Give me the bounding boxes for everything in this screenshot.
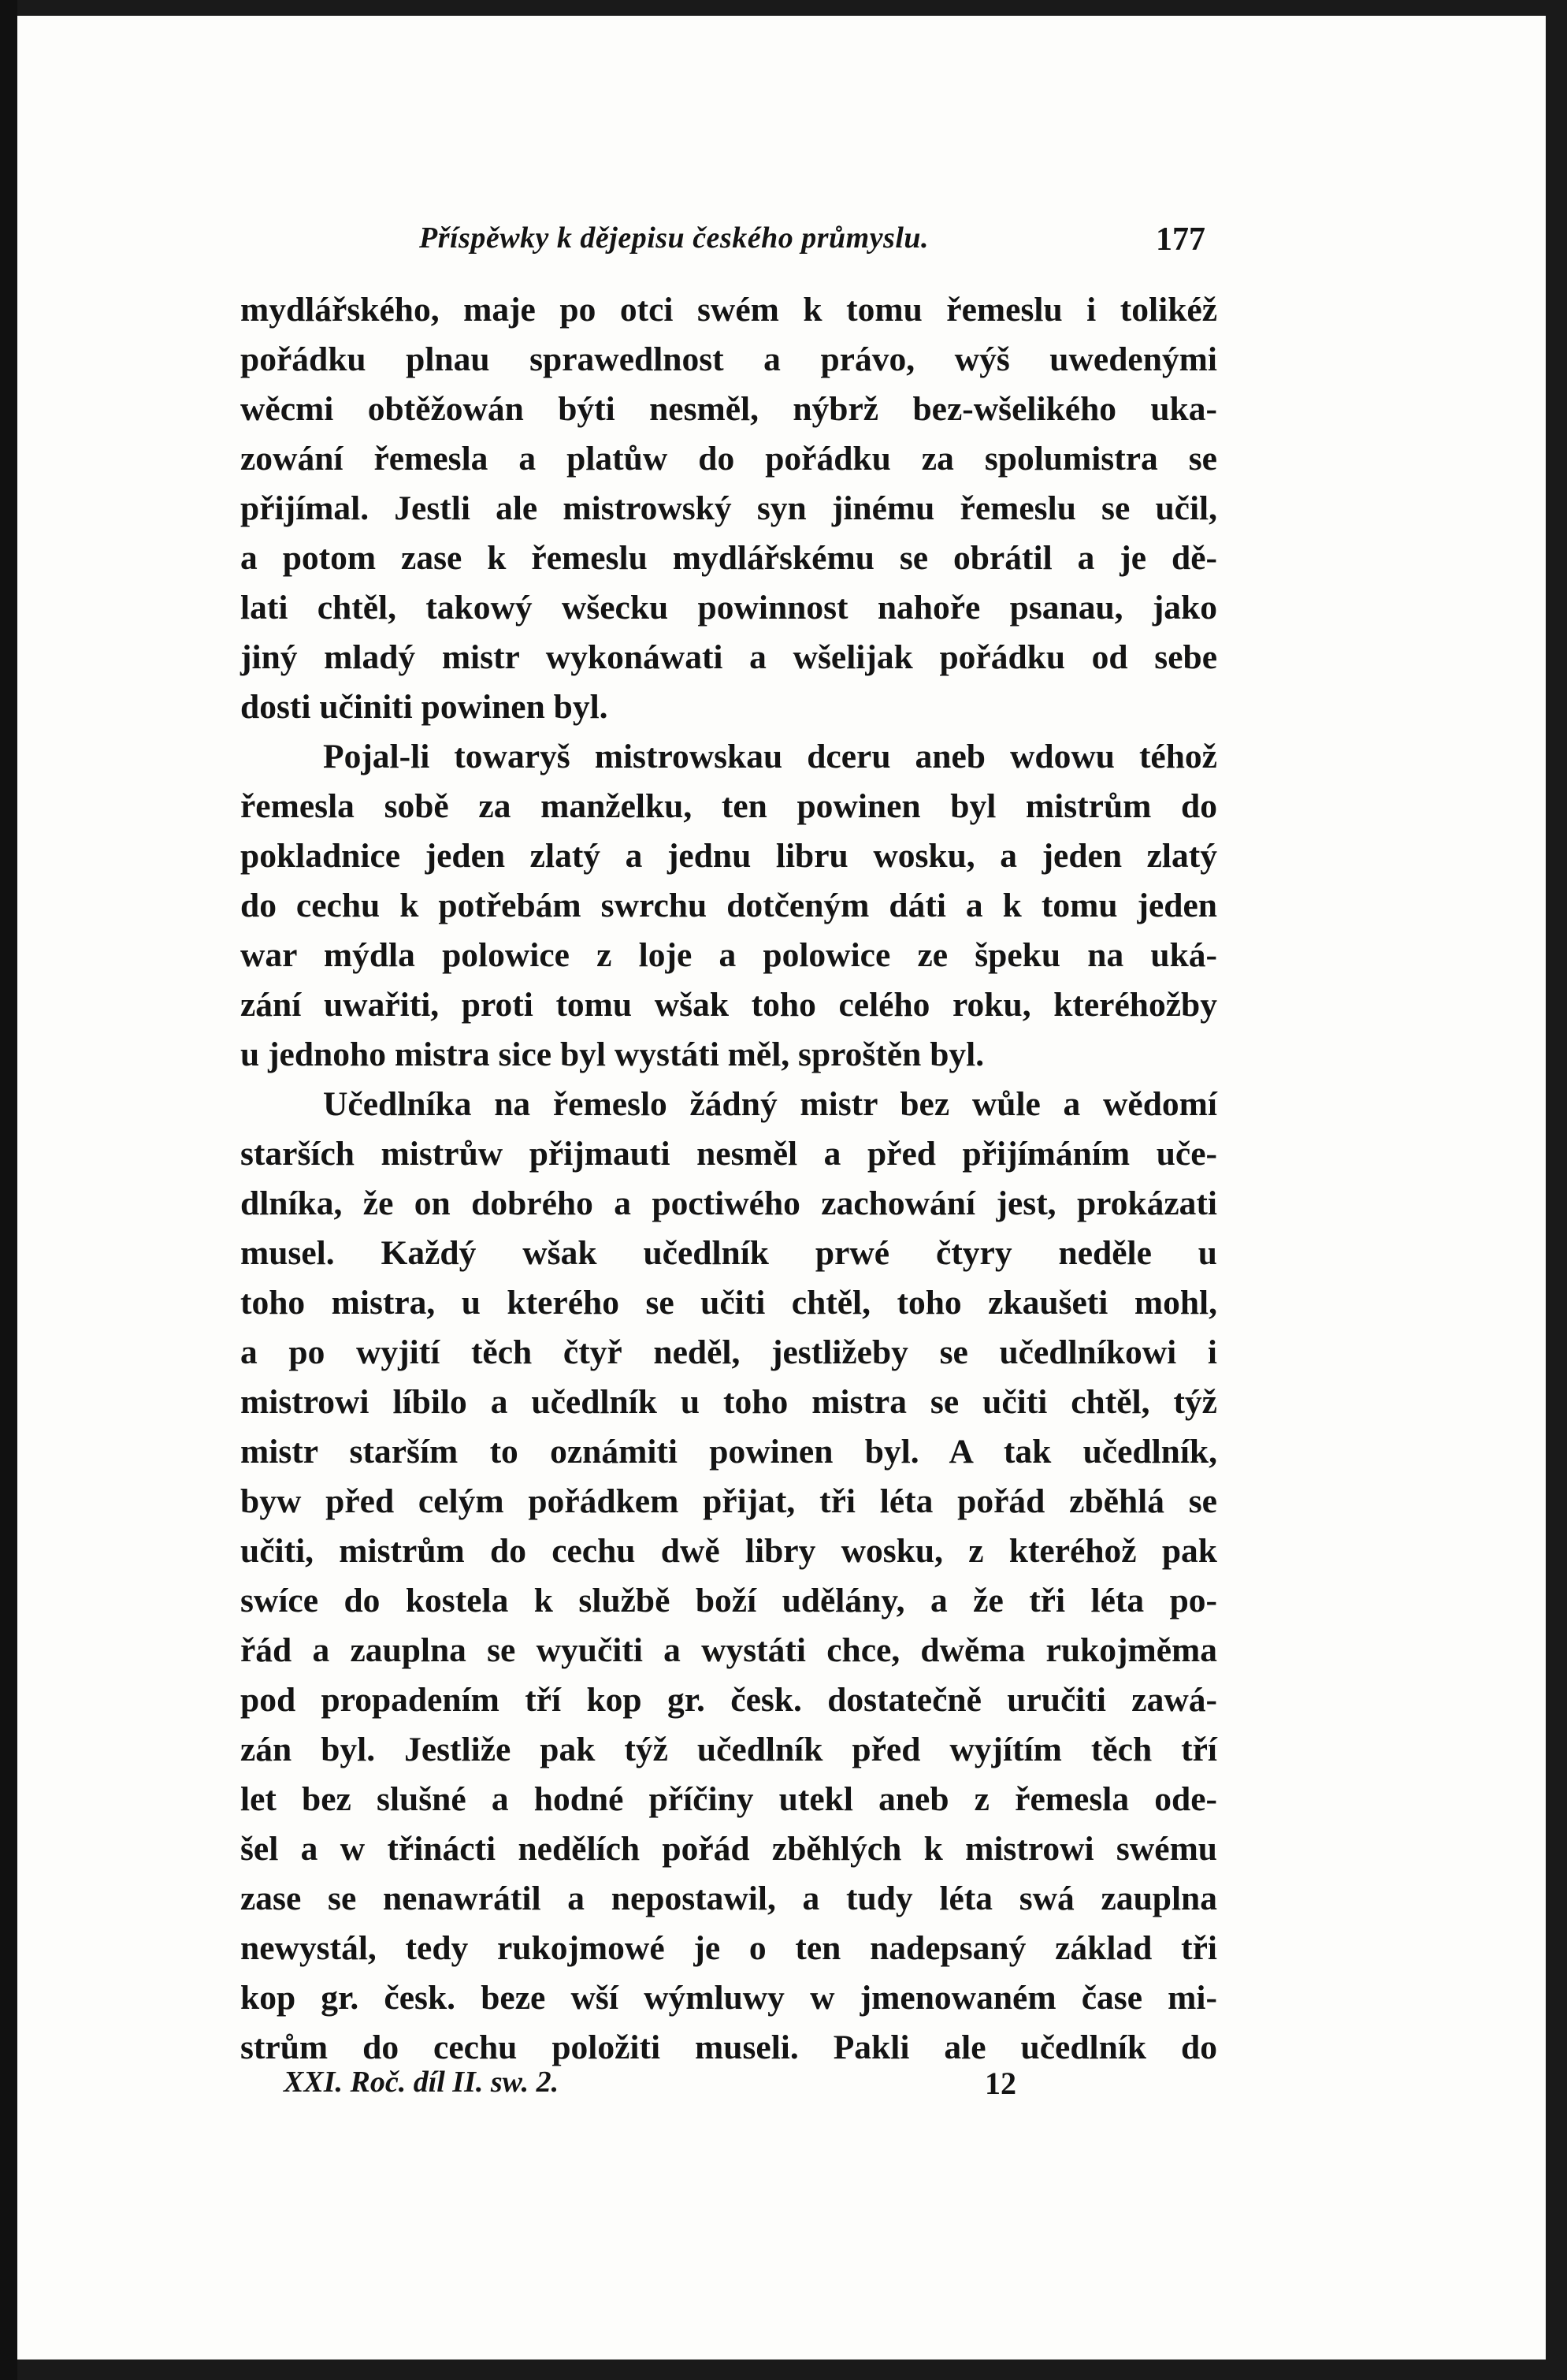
text-line: kop gr. česk. beze wší wýmluwy w jmenowaném čase mi- xyxy=(240,1979,1217,2017)
text-line: wěcmi obtěžowán býti nesměl, nýbrž bez-wšelikého uka- xyxy=(240,390,1217,428)
text-line: a po wyjití těch čtyř neděl, jestližeby se učedlníkowi i xyxy=(240,1333,1217,1371)
text-line: mistr starším to oznámiti powinen byl. A tak učedlník, xyxy=(240,1433,1217,1471)
text-line: pořádku plnau sprawedlnost a právo, wýš uwedenými xyxy=(240,340,1217,378)
text-line: newystál, tedy rukojmowé je o ten nadepsaný základ tři xyxy=(240,1929,1217,1967)
paragraph-start-line: Učedlníka na řemeslo žádný mistr bez wůle a wědomí xyxy=(323,1085,1217,1123)
text-line: strům do cechu položiti museli. Pakli ale učedlník do xyxy=(240,2029,1217,2066)
text-line: zowání řemesla a platůw do pořádku za spolumistra se xyxy=(240,440,1217,478)
text-line: dlníka, že on dobrého a poctiwého zachowání jest, prokázati xyxy=(240,1184,1217,1222)
text-line: toho mistra, u kterého se učiti chtěl, toho zkaušeti mohl, xyxy=(240,1284,1217,1322)
text-line: jiný mladý mistr wykonáwati a wšelijak pořádku od sebe xyxy=(240,638,1217,676)
text-line: pod propadením tří kop gr. česk. dostatečně uručiti zawá- xyxy=(240,1681,1217,1719)
text-line: mydlářského, maje po otci swém k tomu řemeslu i tolikéž xyxy=(240,291,1217,329)
text-line: mistrowi líbilo a učedlník u toho mistra se učiti chtěl, týž xyxy=(240,1383,1217,1421)
text-line: starších mistrůw přijmauti nesměl a před přijímáním uče- xyxy=(240,1135,1217,1173)
text-line: zání uwařiti, proti tomu wšak toho celého roku, kteréhožby xyxy=(240,986,1217,1024)
text-line: let bez slušné a hodné příčiny utekl aneb z řemesla ode- xyxy=(240,1780,1217,1818)
running-title: Příspěwky k dějepisu českého průmyslu. xyxy=(419,221,930,255)
scan-border-right xyxy=(1546,0,1567,2380)
text-line: war mýdla polowice z loje a polowice ze špeku na uká- xyxy=(240,936,1217,974)
text-line: lati chtěl, takowý wšecku powinnost nahoře psanau, jako xyxy=(240,589,1217,627)
text-line: swíce do kostela k službě boží udělány, a že tři léta po- xyxy=(240,1582,1217,1620)
text-line: učiti, mistrům do cechu dwě libry wosku, z kteréhož pak xyxy=(240,1532,1217,1570)
text-line: byw před celým pořádkem přijat, tři léta pořád zběhlá se xyxy=(240,1482,1217,1520)
body-text xyxy=(240,285,1217,2073)
text-line: šel a w třinácti nedělích pořád zběhlých k mistrowi swému xyxy=(240,1830,1217,1868)
sheet-number: 12 xyxy=(985,2066,1016,2101)
text-line: musel. Každý wšak učedlník prwé čtyry neděle u xyxy=(240,1234,1217,1272)
scan-border-left xyxy=(0,0,17,2380)
page-footer xyxy=(260,2065,1048,2112)
text-line: do cechu k potřebám swrchu dotčeným dáti a k tomu jeden xyxy=(240,887,1217,924)
paragraph-start-line: Pojal-li towaryš mistrowskau dceru aneb wdowu téhož xyxy=(323,738,1217,775)
page-number: 177 xyxy=(1156,221,1205,258)
text-line: dosti učiniti powinen byl. xyxy=(240,688,608,726)
volume-signature: XXI. Roč. díl II. sw. 2. xyxy=(284,2066,559,2099)
scan-border-top xyxy=(0,0,1567,16)
text-line: u jednoho mistra sice byl wystáti měl, sproštěn byl. xyxy=(240,1036,985,1073)
text-line: přijímal. Jestli ale mistrowský syn jinému řemeslu se učil, xyxy=(240,489,1217,527)
scan-border-bottom xyxy=(0,2360,1567,2380)
text-line: a potom zase k řemeslu mydlářskému se obrátil a je dě- xyxy=(240,539,1217,577)
text-line: zase se nenawrátil a nepostawil, a tudy léta swá zauplna xyxy=(240,1880,1217,1917)
text-line: zán byl. Jestliže pak týž učedlník před wyjítím těch tří xyxy=(240,1731,1217,1768)
text-line: řemesla sobě za manželku, ten powinen byl mistrům do xyxy=(240,787,1217,825)
text-line: řád a zauplna se wyučiti a wystáti chce, dwěma rukojměma xyxy=(240,1631,1217,1669)
page-header xyxy=(236,221,1213,268)
text-line: pokladnice jeden zlatý a jednu libru wosku, a jeden zlatý xyxy=(240,837,1217,875)
